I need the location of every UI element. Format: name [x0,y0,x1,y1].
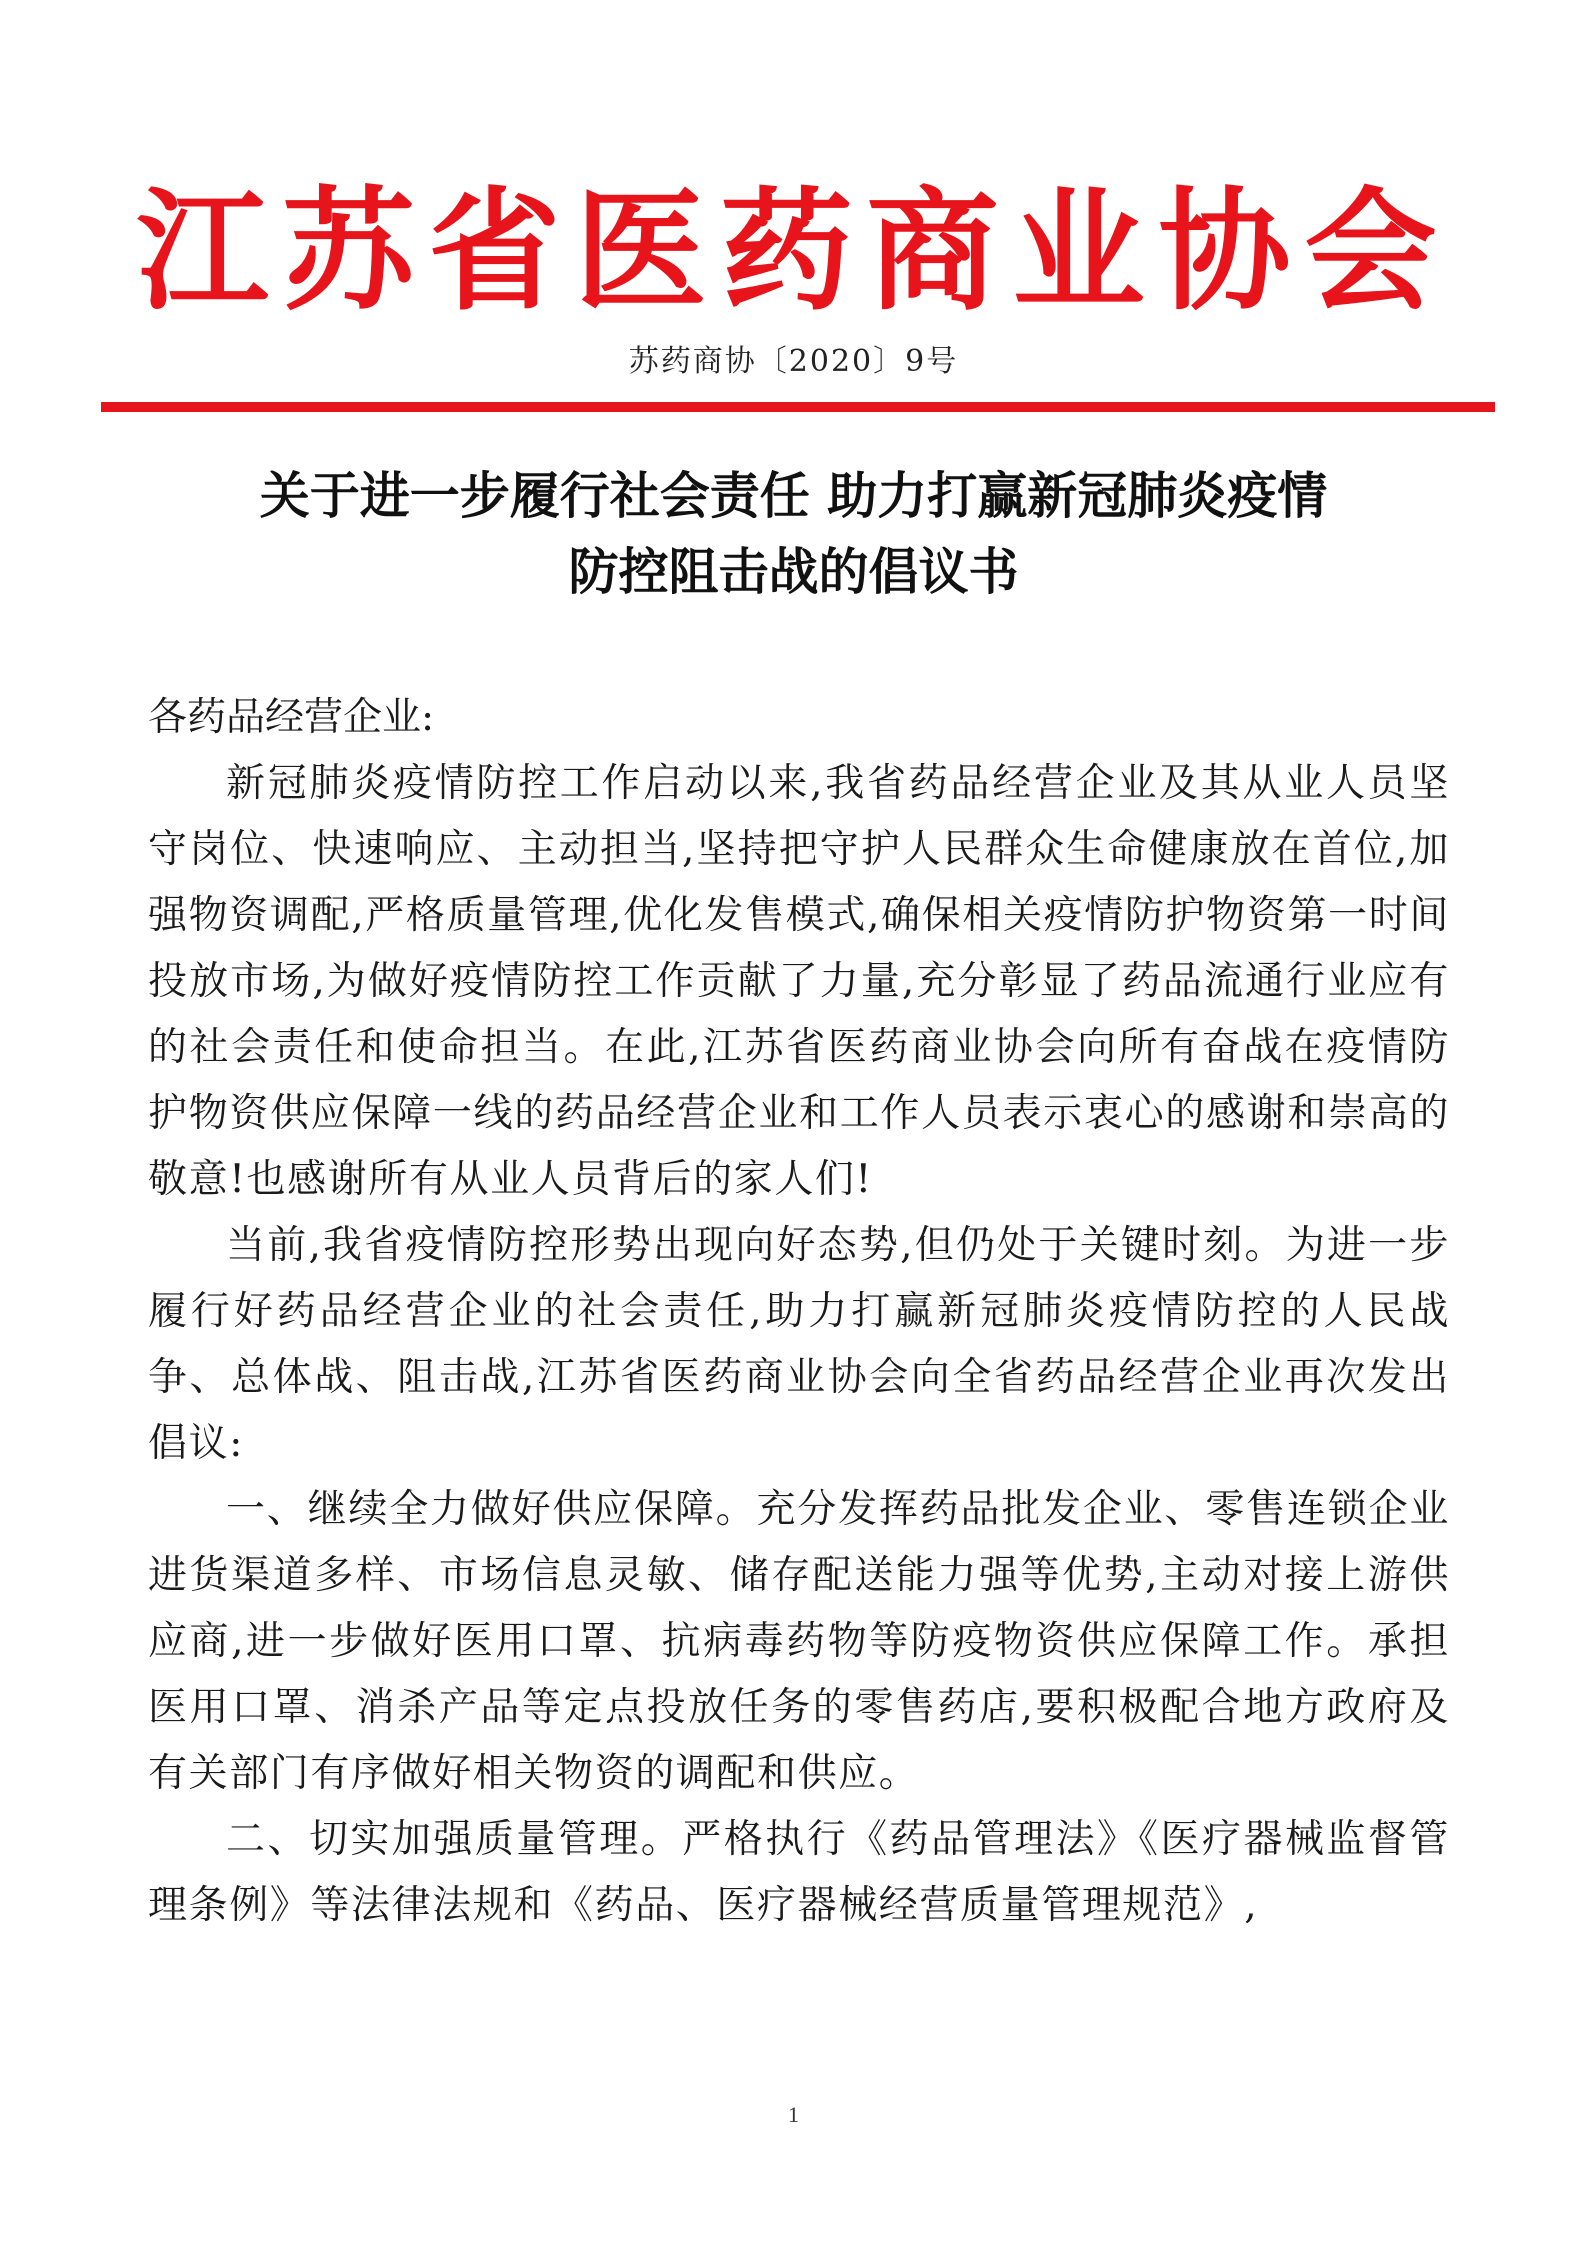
title-line-2: 防控阻击战的倡议书 [568,542,1019,601]
document-number: 苏药商协〔2020〕9号 [628,344,959,379]
body-paragraph: 一、继续全力做好供应保障。充分发挥药品批发企业、零售连锁企业进货渠道多样、市场信息灵敏、储存配送能力强等优势,主动对接上游供应商,进一步做好医用口罩、抗病毒药物等防疫物资供应保障工作。承担医用口罩、消杀产品等定点投放任务的零售药店,要积极配合地方政府及有关部门有序做好相关物资的调配和供应。 [148,1487,1450,1796]
body-paragraph: 当前,我省疫情防控形势出现向好态势,但仍处于关键时刻。为进一步履行好药品经营企业的社会责任,助力打赢新冠肺炎疫情防控的人民战争、总体战、阻击战,江苏省医药商业协会向全省药品经营企业再次发出倡议: [148,1223,1450,1466]
letterhead-red-rule [101,402,1495,412]
body-paragraph: 新冠肺炎疫情防控工作启动以来,我省药品经营企业及其从业人员坚守岗位、快速响应、主动担当,坚持把守护人民群众生命健康放在首位,加强物资调配,严格质量管理,优化发售模式,确保相关疫情防护物资第一时间投放市场,为做好疫情防控工作贡献了力量,充分彰显了药品流通行业应有的社会责任和使命担当。在此,江苏省医药商业协会向所有奋战在疫情防护物资供应保障一线的药品经营企业和工作人员表示衷心的感谢和崇高的敬意!也感谢所有从业人员背后的家人们! [148,761,1450,1202]
document-body [148,685,1450,1939]
title-line-1: 关于进一步履行社会责任 助力打赢新冠肺炎疫情 [259,466,1328,525]
document-title [100,458,1487,610]
salutation: 各药品经营企业: [148,695,435,740]
page-number: 1 [788,2102,799,2127]
body-paragraph: 二、切实加强质量管理。严格执行《药品管理法》《医疗器械监督管理条例》等法律法规和《药品、医疗器械经营质量管理规范》, [148,1817,1450,1928]
organization-letterhead: 江苏省医药商业协会 [136,175,1451,329]
